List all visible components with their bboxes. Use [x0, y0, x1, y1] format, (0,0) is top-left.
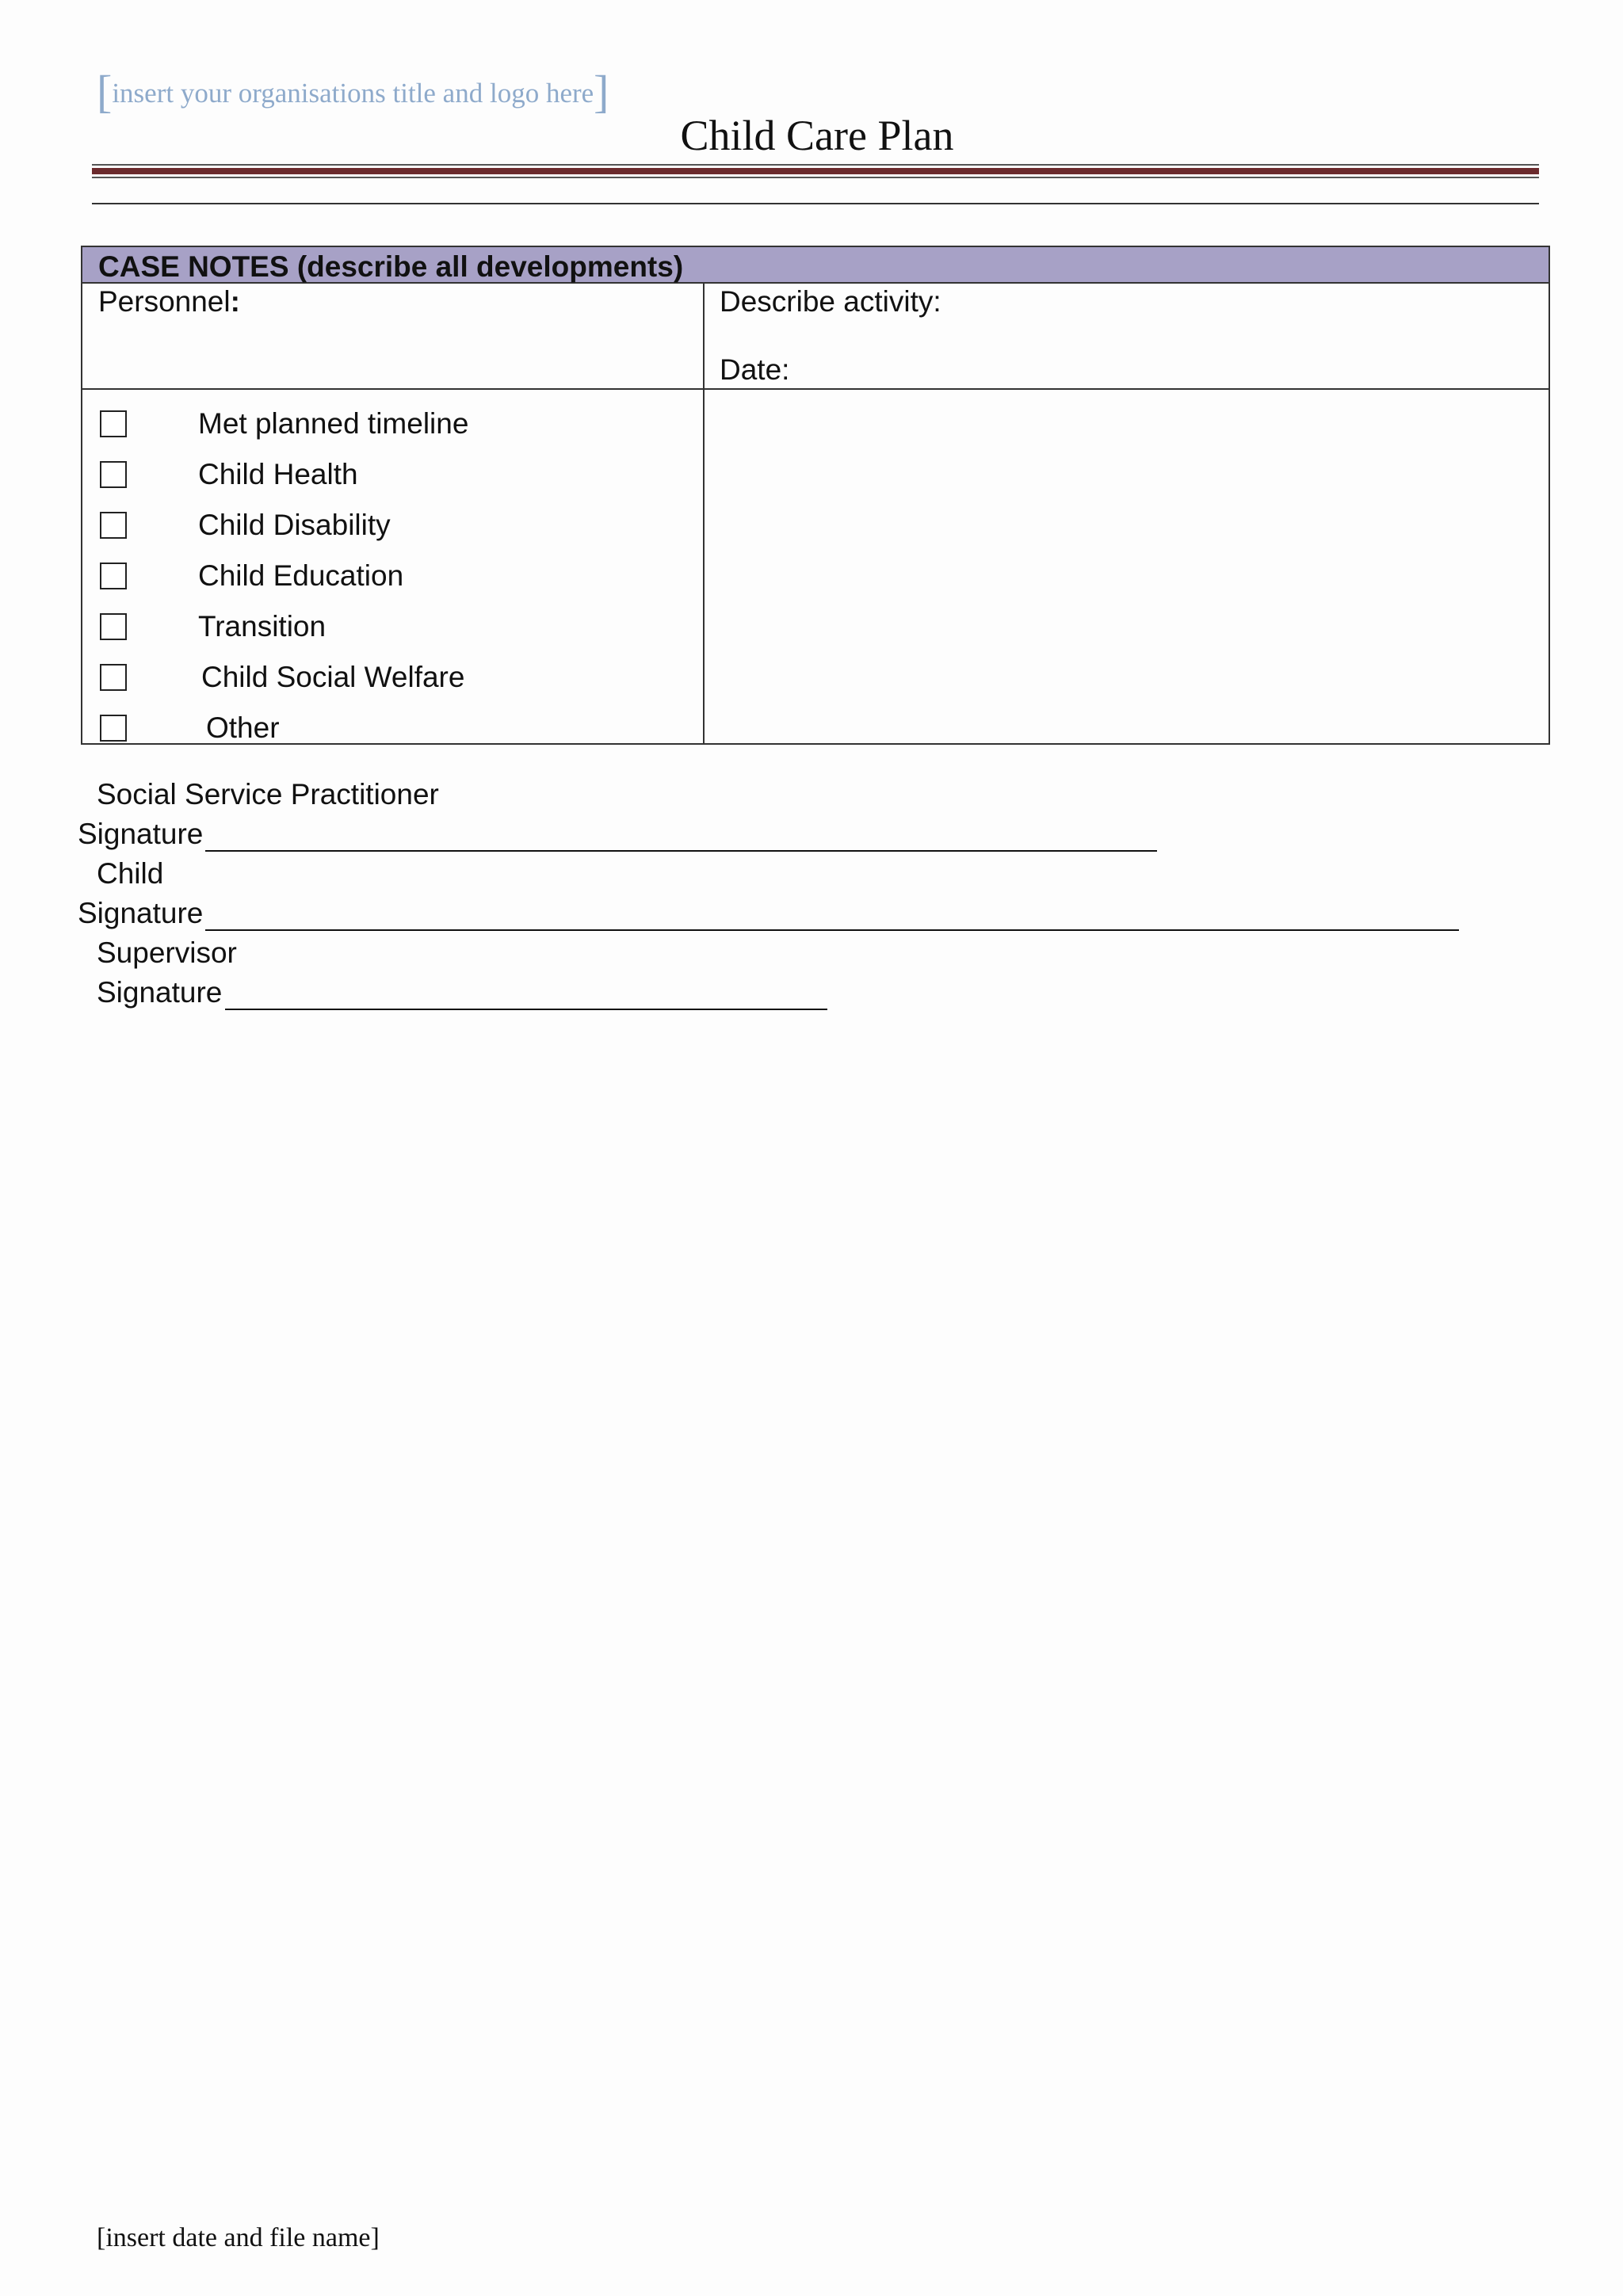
- checklist-item-label: Met planned timeline: [198, 407, 469, 440]
- checklist-item-transition[interactable]: [100, 610, 686, 642]
- case-notes-table: [81, 246, 1550, 745]
- checklist-item-met-planned-timeline[interactable]: [100, 407, 686, 439]
- developments-checklist: [82, 390, 703, 745]
- checklist-item-child-disability[interactable]: [100, 509, 686, 540]
- describe-activity-field[interactable]: Describe activity:: [720, 285, 941, 318]
- header-rule-thin-bottom: [92, 177, 1539, 178]
- date-field[interactable]: Date:: [720, 353, 790, 386]
- practitioner-signature-line[interactable]: [205, 850, 1157, 852]
- checkbox[interactable]: [100, 512, 127, 539]
- checkbox[interactable]: [100, 664, 127, 691]
- supervisor-signature-label: Signature: [97, 976, 223, 1009]
- organisation-placeholder-text: insert your organisations title and logo here: [112, 78, 594, 109]
- checkbox[interactable]: [100, 613, 127, 640]
- supervisor-role-label: Supervisor: [97, 936, 237, 969]
- practitioner-role-label: Social Service Practitioner: [97, 778, 439, 810]
- checklist-item-label: Child Health: [198, 458, 358, 490]
- child-signature-line[interactable]: [205, 929, 1459, 931]
- practitioner-signature-label: Signature: [78, 818, 204, 850]
- child-signature-label: Signature: [78, 897, 204, 929]
- child-role-label: Child: [97, 857, 164, 890]
- checklist-item-label: Child Education: [198, 559, 404, 592]
- checklist-item-child-health[interactable]: [100, 458, 686, 490]
- checkbox[interactable]: [100, 715, 127, 742]
- bracket-close: ]: [594, 66, 609, 117]
- checklist-item-label: Child Disability: [198, 509, 391, 541]
- checklist-item-label: Transition: [198, 610, 327, 643]
- personnel-label: Personnel: [98, 285, 231, 318]
- checkbox[interactable]: [100, 410, 127, 437]
- case-notes-header: [82, 247, 1549, 284]
- table-column-divider: [703, 284, 705, 745]
- supervisor-signature-line[interactable]: [225, 1009, 827, 1010]
- case-notes-heading: CASE NOTES (describe all developments): [98, 250, 684, 283]
- header-rule-separator: [92, 203, 1539, 204]
- organisation-title-placeholder[interactable]: [97, 65, 609, 118]
- header-rule-accent: [92, 168, 1539, 174]
- checkbox[interactable]: [100, 461, 127, 488]
- personnel-field[interactable]: [98, 285, 240, 318]
- checklist-item-label: Other: [206, 711, 280, 744]
- page-title: Child Care Plan: [680, 112, 954, 159]
- checklist-item-child-social-welfare[interactable]: [100, 661, 686, 692]
- checklist-item-other[interactable]: [100, 711, 686, 743]
- footer-date-file-placeholder[interactable]: [insert date and file name]: [97, 2223, 380, 2252]
- bracket-open: [: [97, 66, 113, 117]
- checklist-item-label: Child Social Welfare: [201, 661, 465, 693]
- checkbox[interactable]: [100, 563, 127, 589]
- header-rule-thin-top: [92, 164, 1539, 166]
- personnel-colon: :: [230, 285, 240, 318]
- checklist-item-child-education[interactable]: [100, 559, 686, 591]
